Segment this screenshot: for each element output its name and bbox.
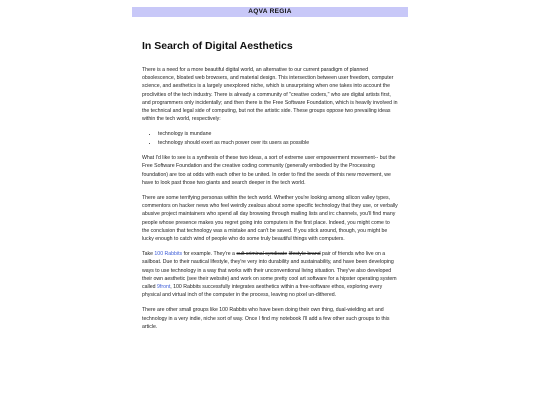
ideas-list: [142, 130, 398, 147]
strikethrough-lifestyle: lifestyle brand: [288, 251, 321, 258]
site-header-bar: [132, 7, 408, 17]
paragraph-other-groups: There are other small groups like 100 Rabbits who have been doing their own thing, dual-wielding art and technology in a very indie, niche sort of way. Once I find my notebook I'll add a few other such groups to this article.: [142, 307, 390, 330]
site-name[interactable]: AQVA REGIA: [248, 8, 292, 15]
link-9front[interactable]: 9front: [157, 284, 171, 291]
paragraph-synthesis: What I'd like to see is a synthesis of these two ideas, a sort of extreme user empowerment movement-- but the Free Software Foundation and the creative coding community (generally embodied by the Processing foundation) are too at odds with each other to be united. In order to find the seeds of this new movement, we have to look past those two giants and search deeper in the tech world.: [142, 155, 396, 186]
text-for-example: for example. They're a: [183, 251, 235, 258]
list-item: • technology should exert as much power over its users as possible: [158, 139, 398, 147]
text-integrates: , 100 Rabbits successfully integrates aesthetics within a free-software ethos, exploring every physical and virtual inch of the computer in the process, leaving no pixel un-dithered.: [142, 284, 383, 299]
text-sailboat: pair of friends who live on a sailboat. Due to their nautical lifestyle, they're very into durability and sustainability, and have been developing ways to use technology in a way that works with their unconventional living situation. They've also developed their own aesthetic (see their website) and work on some pretty cool art software for a hipster operating system called: [142, 251, 397, 291]
paragraph-intro: There is a need for a more beautiful digital world, an alternative to our current paradigm of planned obsolescence, bloated web browsers, and material design. This intersection between user freedom, computer science, and aesthetics is a largely unexplored niche, which is unsurprising when one takes into account the proclivities of the tech industry. There is already a community of "creative coders," who are digital artists first, and programmers only incidentally; and then there is the Free Software Foundation, which is heavily involved in the technical and legal side of computing, but not the artistic side. These groups oppose two prevailing ideas within the tech world, respectively:: [142, 67, 398, 123]
strikethrough-cult: cult criminal syndicate: [236, 251, 288, 258]
list-item: • technology is mundane: [158, 130, 398, 138]
paragraph-personas: There are some terrifying personas within the tech world. Whether you're looking among silicon valley types, commentors on hacker news who feel weirdly zealous about some specific technology that they use, or verbally abusive project maintainers who spend all day browsing through mailing lists and irc channels, you'll find many people whose presence makes you regret going into computers in the first place. Indeed, you might come to the conclusion that technology was a mistake and can't be saved. If you stick around, though, you might be lucky enough to catch wind of people who do some truly beautiful things with computers.: [142, 195, 398, 243]
link-100-rabbits[interactable]: 100 Rabbits: [154, 251, 183, 258]
paragraph-100-rabbits: [142, 250, 398, 299]
article-title: In Search of Digital Aesthetics: [142, 40, 293, 52]
article: [142, 40, 398, 338]
text-take: Take: [142, 251, 153, 258]
